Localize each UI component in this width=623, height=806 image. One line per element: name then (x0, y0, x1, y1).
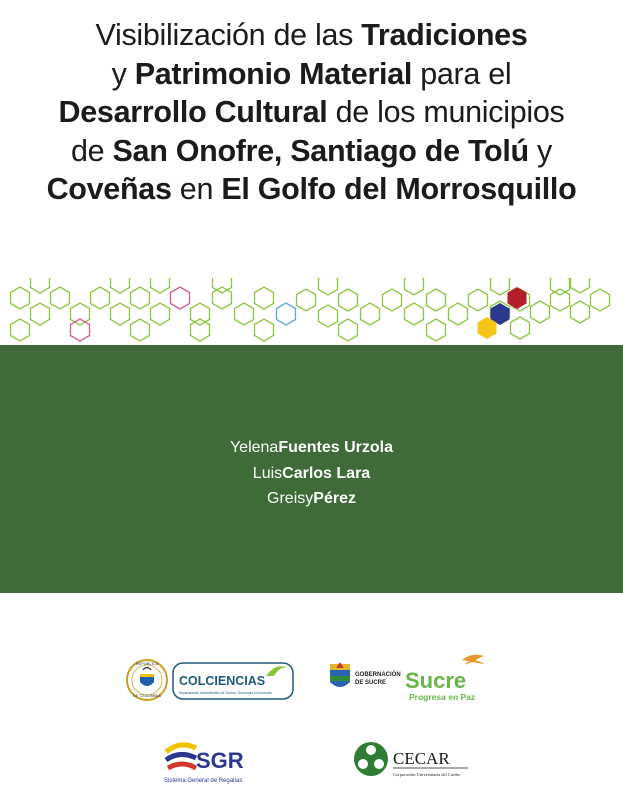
author-1: YelenaFuentes Urzola (229, 439, 394, 456)
seal-top-text: REPÚBLICA (135, 661, 159, 666)
gobernacion-line2: DE SUCRE (355, 680, 387, 686)
author-2: LuisCarlos Lara (252, 464, 371, 482)
title-line-2: y Patrimonio Material para el (111, 56, 512, 91)
gobernacion-line1: GOBERNACIÓN (355, 672, 401, 678)
sgr-logo (164, 745, 244, 784)
title-line-4: de San Onofre, Santiago de Tolú y (71, 133, 552, 168)
cecar-logo (354, 742, 468, 777)
colciencias-logo (173, 663, 293, 699)
gobernacion-sucre-logo (330, 662, 401, 687)
seal-bottom-text: DE COLOMBIA (133, 693, 161, 698)
title-line-3: Desarrollo Cultural de los municipios (58, 95, 565, 129)
sgr-subtitle: Sistema General de Regalías (164, 778, 243, 784)
colciencias-name: COLCIENCIAS (179, 674, 266, 688)
title-line-1: Visibilización de las Tradiciones (95, 18, 528, 52)
sgr-name: SGR (196, 748, 244, 773)
sucre-logo (405, 655, 484, 702)
sucre-name: Sucre (405, 668, 467, 693)
cecar-subtitle: Corporación Universitaria del Caribe (393, 772, 460, 777)
sucre-tagline: Progresa en Paz (409, 692, 476, 702)
author-3: GreisyPérez (267, 490, 356, 507)
colombia-seal-logo (127, 660, 167, 700)
cecar-name: CECAR (393, 749, 450, 768)
colciencias-subtitle: Departamento Administrativo de Ciencia, Tecnología e Innovación (179, 691, 272, 695)
title-line-5: Coveñas en El Golfo del Morrosquillo (46, 172, 577, 206)
